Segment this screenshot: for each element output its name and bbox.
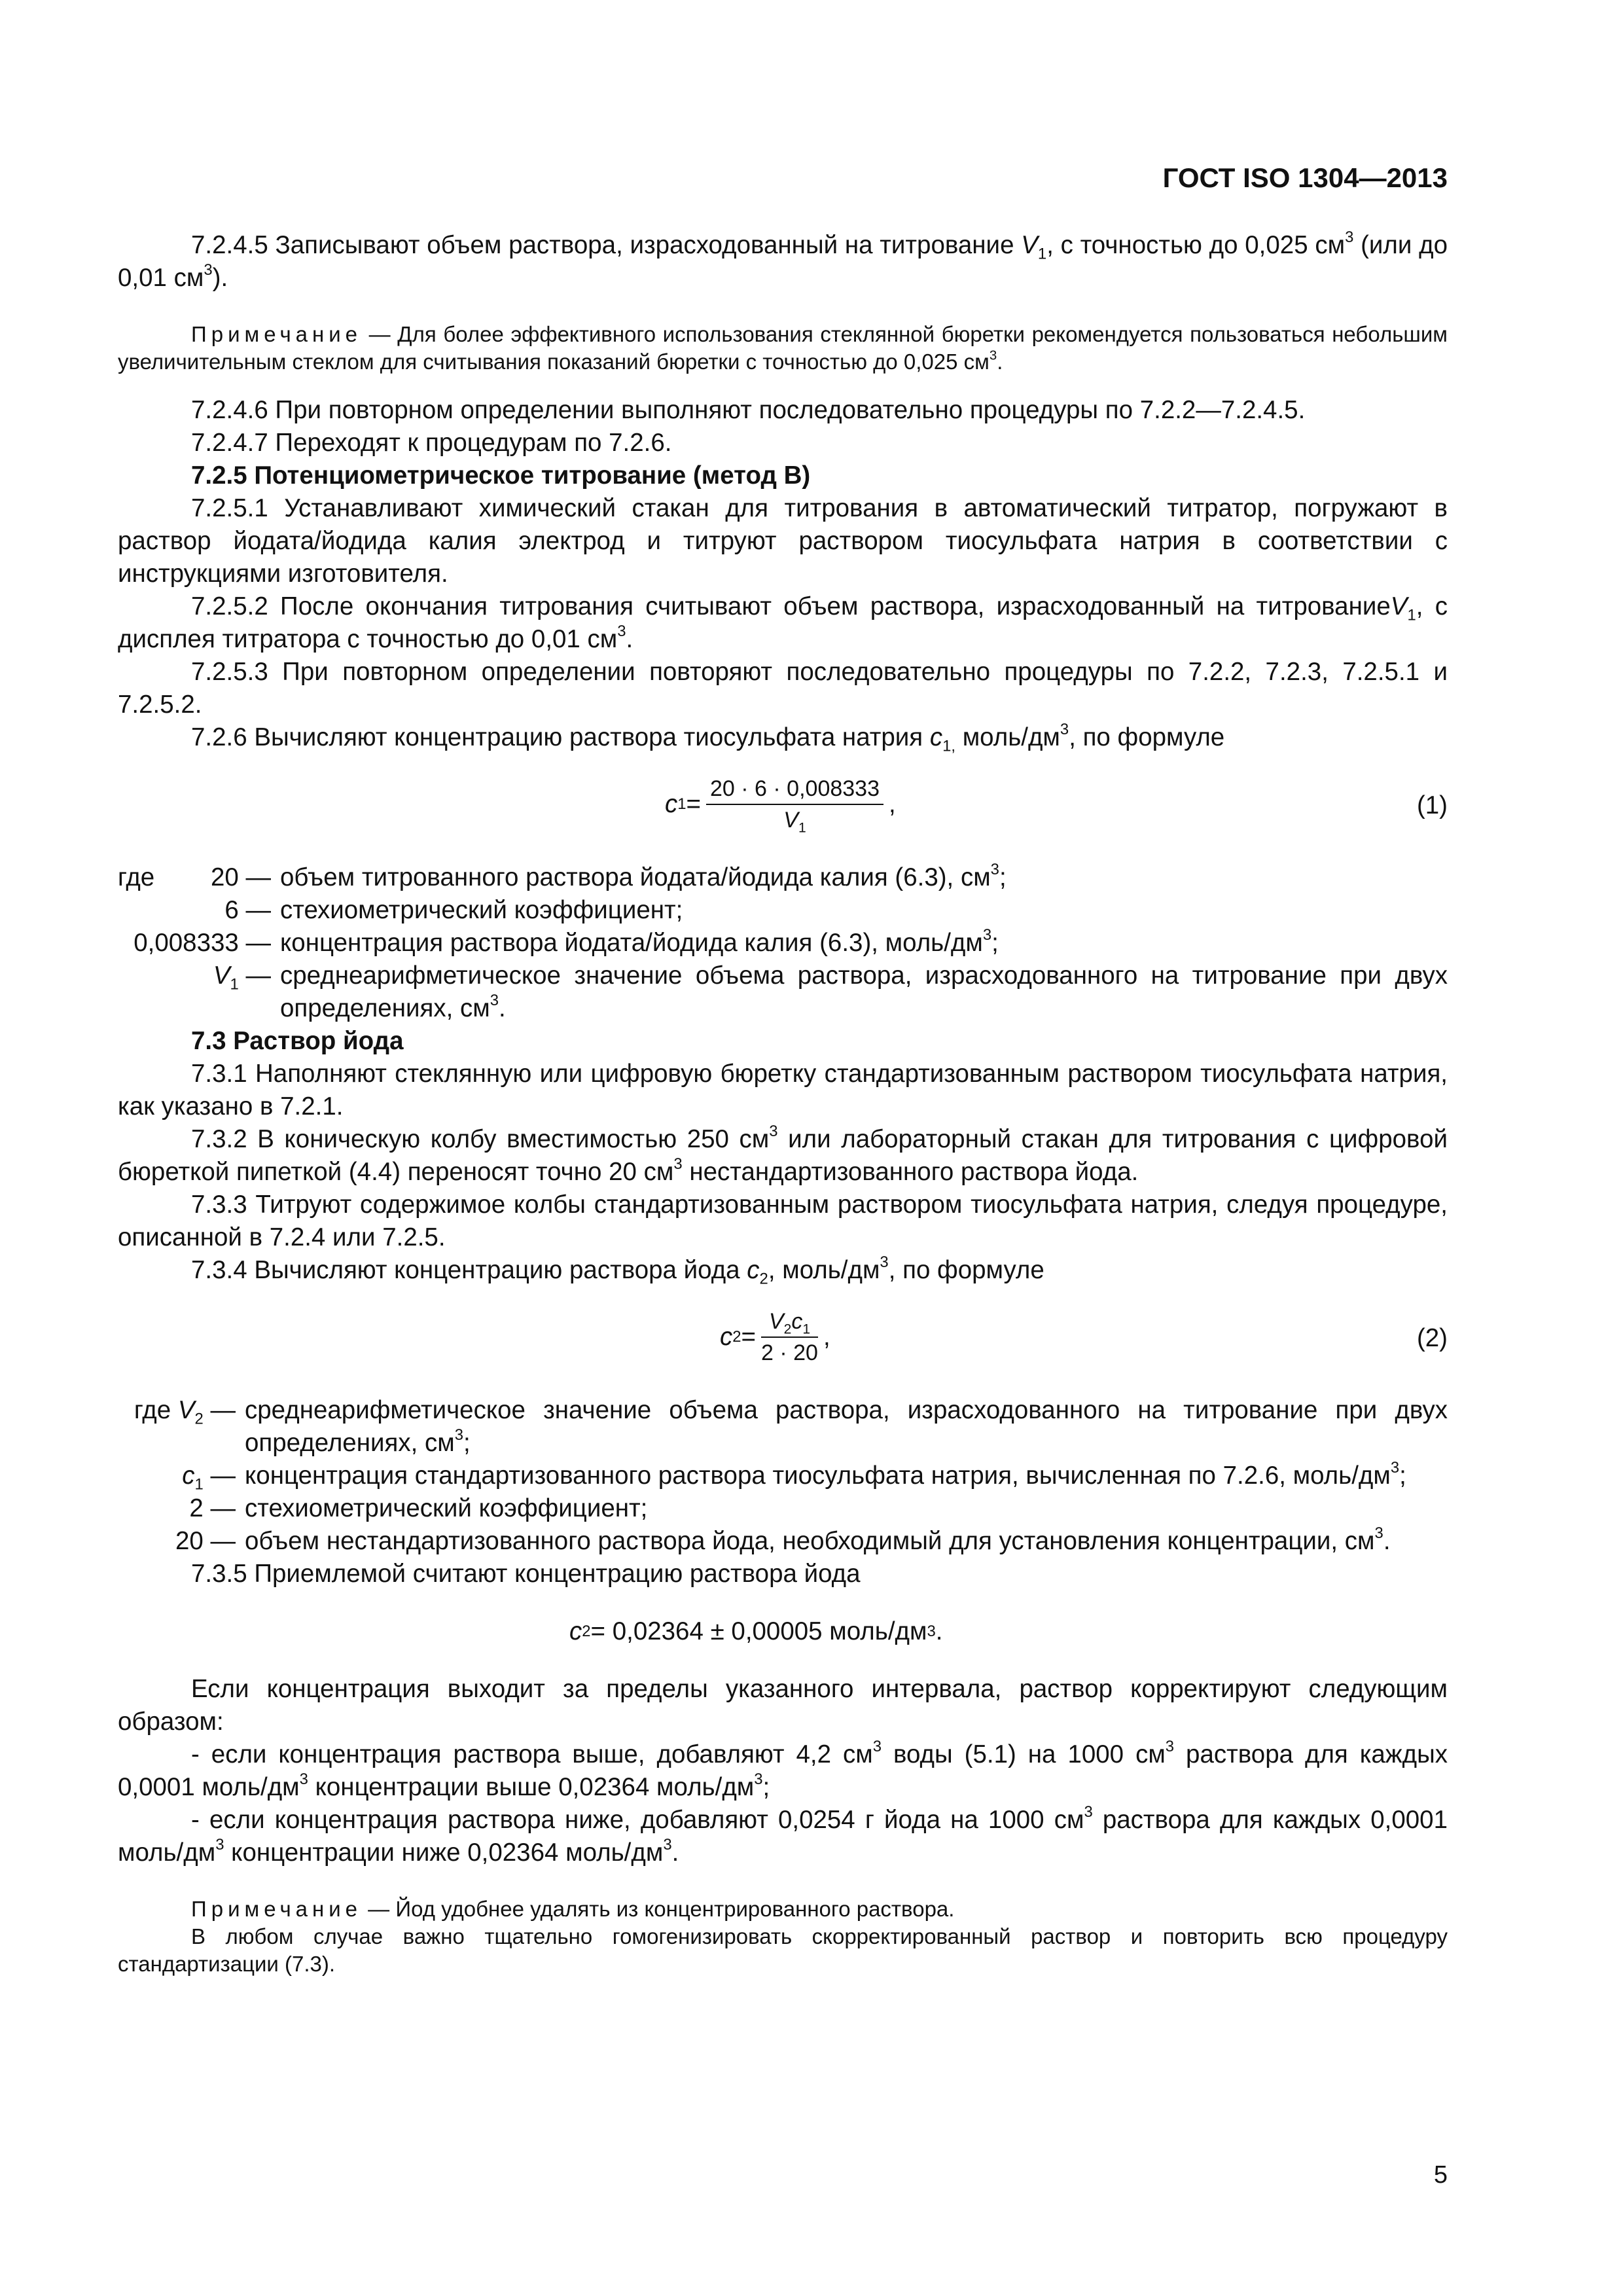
- para-7-3-1: 7.3.1 Наполняют стеклянную или цифровую бюретку стандартизованным раствором тиосульфата натрия, как указано в 7.2.1.: [118, 1060, 1448, 1121]
- para-7-2-4-5: 7.2.4.5 Записывают объем раствора, израсходованный на титрование $V_1$, с точностью до 0,025 $см^3$ (или до 0,01 $см^3$).: [118, 228, 1448, 292]
- formula-2-number: (2): [1416, 1324, 1448, 1352]
- para-7-2-4-7: 7.2.4.7 Переходят к процедурам по 7.2.6.: [191, 429, 672, 457]
- para-7-2-4-6: 7.2.4.6 При повторном определении выполняют последовательно процедуры по 7.2.2—7.2.4.5.: [191, 396, 1306, 424]
- where-2-row-2: 2 — стехиометрический коэффициент;: [189, 1494, 648, 1522]
- where-block-2: [118, 1394, 1448, 1558]
- where-1-row-3: $V_1$ — среднеарифметическое значение объема раствора, израсходованного на титрование при двух определениях, $см^3$.: [213, 961, 1448, 1022]
- formula-1: c 1 = $\frac{20 \cdot 6 \cdot 0,008333}{V_1}$ , (1): [118, 766, 1448, 843]
- para-7-3-2: 7.3.2 В коническую колбу вместимостью 250 $см^3$ или лабораторный стакан для титрования с цифровой бюреткой пипеткой (4.4) переносят точно 20 $см^3$ нестандартизованного раствора йода.: [118, 1122, 1448, 1186]
- where-1-row-2: 0,008333 — концентрация раствора йодата/йодида калия (6.3), моль/$дм^3$;: [134, 925, 999, 957]
- where-block-1: [118, 861, 1448, 1025]
- formula-1-number: (1): [1416, 791, 1448, 819]
- para-7-2-5-2: 7.2.5.2 После окончания титрования считывают объем раствора, израсходованный на титрованиеV$_1$, с дисплея титратора с точностью до 0,01 $см^3$.: [118, 592, 1448, 653]
- formula-2-fraction: $\frac{V_2c_1}{2 \cdot 20}$: [761, 1309, 818, 1365]
- heading-7-2-5: 7.2.5 Потенциометрическое титрование (метод B): [191, 461, 811, 490]
- para-correction-high: - если концентрация раствора выше, добавляют 4,2 $см^3$ воды (5.1) на 1000 $см^3$ раствора для каждых 0,0001 моль/$дм^3$ концентрации выше 0,02364 моль/$дм^3$;: [118, 1737, 1448, 1801]
- note-2-line-2: В любом случае важно тщательно гомогенизировать скорректированный раствор и повторить всю процедуру стандартизации (7.3).: [118, 1924, 1448, 1976]
- formula-3: c 2 = 0,02364 ± 0,00005 моль/дм 3 .: [569, 1617, 943, 1645]
- para-7-2-5-3: 7.2.5.3 При повторном определении повторяют последовательно процедуры по 7.2.2, 7.2.3, 7.2.5.1 и 7.2.5.2.: [118, 658, 1448, 719]
- note-2-line-1: Примечание — Йод удобнее удалять из концентрированного раствора.: [191, 1897, 955, 1921]
- formula-2: c 2 = $\frac{V_2c_1}{2 \cdot 20}$ , (2): [118, 1299, 1448, 1376]
- heading-7-3: 7.3 Раствор йода: [191, 1027, 404, 1055]
- where-2-row-3: 20 — объем нестандартизованного раствора йода, необходимый для установления концентрации, $см^3$.: [175, 1524, 1391, 1555]
- para-7-3-5: 7.3.5 Приемлемой считают концентрацию раствора йода: [191, 1560, 861, 1588]
- document-code-header: ГОСТ ISO 1304—2013: [1162, 162, 1448, 193]
- para-correction-intro: Если концентрация выходит за пределы указанного интервала, раствор корректируют следующим образом:: [118, 1675, 1448, 1736]
- para-correction-low: - если концентрация раствора ниже, добавляют 0,0254 г йода на 1000 $см^3$ раствора для каждых 0,0001 моль/$дм^3$ концентрации ниже 0,02364 моль/$дм^3$.: [118, 1803, 1448, 1867]
- para-7-3-4: 7.3.4 Вычисляют концентрацию раствора йода $c_2$, моль/$дм^3$, по формуле: [191, 1253, 1044, 1288]
- where-1-row-0: где 20 — объем титрованного раствора йодата/йодида калия (6.3), $см^3$;: [118, 860, 1007, 891]
- note-1: Примечание — Для более эффективного использования стеклянной бюретки рекомендуется пользоваться небольшим увеличительным стеклом для считывания показаний бюретки с точностью до 0,025 $см^3$.: [118, 322, 1448, 374]
- para-7-3-3: 7.3.3 Титруют содержимое колбы стандартизованным раствором тиосульфата натрия, следуя процедуре, описанной в 7.2.4 или 7.2.5.: [118, 1191, 1448, 1251]
- where-2-row-1: $c_1$ — концентрация стандартизованного раствора тиосульфата натрия, вычисленная по 7.2.6, моль/$дм^3$;: [182, 1458, 1406, 1494]
- para-7-2-5-1: 7.2.5.1 Устанавливают химический стакан для титрования в автоматический титратор, погружают в раствор йодата/йодида калия электрод и титруют раствором тиосульфата натрия в соответствии с инструкциями изготовителя.: [118, 494, 1448, 588]
- where-2-row-0: где $V_2$ — среднеарифметическое значение объема раствора, израсходованного на титрование при двух определениях, $см^3$;: [134, 1396, 1448, 1457]
- page-number: 5: [1433, 2161, 1448, 2189]
- formula-1-fraction: $\frac{20 \cdot 6 \cdot 0,008333}{V_1}$: [706, 774, 883, 835]
- page-content: [118, 229, 1448, 1978]
- where-1-row-1: 6 — стехиометрический коэффициент;: [224, 896, 683, 924]
- para-7-2-6: 7.2.6 Вычисляют концентрацию раствора тиосульфата натрия $c_{1,}$ моль/$дм^3$, по формуле: [191, 720, 1225, 755]
